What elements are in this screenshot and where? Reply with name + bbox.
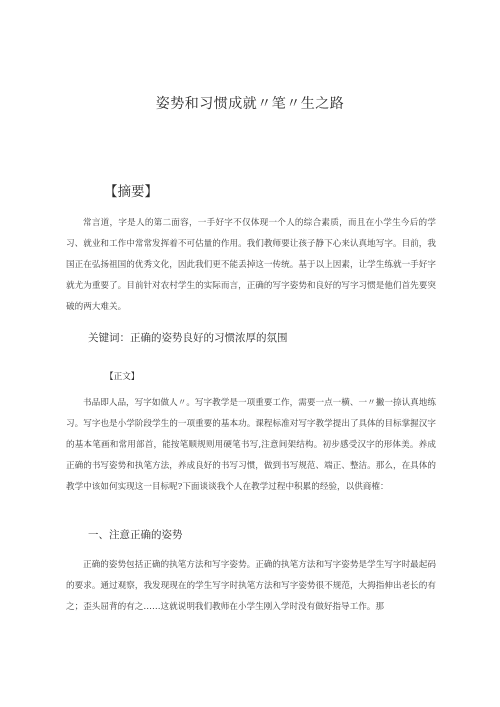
abstract-heading: 【摘要】 xyxy=(104,184,158,200)
document-title: 姿势和习惯成就〃笔〃生之路 xyxy=(155,96,345,112)
body-paragraph: 书品即人品，写字如做人〃。写字教学是一项重要工作，需要一点一横、一〃撇一捺认真地练习。写字也是小学阶段学生的一项重要的基本功。课程标准对写字教学提出了具体的目标掌握汉字的基本笔画和常用部首，能按笔顺规则用硬笔书写,注意间架结构。初步感受汉字的形体美。养成正确的书写姿势和执笔方法，养成良好的书写习惯，做到书写规范、端正、整洁。那么，在具体的教学中该如何实现这一目标呢?下面谈谈我个人在教学过程中积累的经验，以供商榷： xyxy=(66,398,436,492)
section-heading-posture: 一、注意正确的姿势 xyxy=(88,529,183,541)
body-heading: 【正文】 xyxy=(105,372,140,382)
keywords-line: 关键词：正确的姿势良好的习惯浓厚的氛围 xyxy=(88,332,288,344)
section-paragraph-posture: 正确的姿势包括正确的执笔方法和写字姿势。正确的执笔方法和写字姿势是学生写字时最起码的要求。通过观察，我发现现在的学生写字时执笔方法和写字姿势很不规范，大拇指伸出老长的有之；歪头屈背的有之……这就说明我们教师在小学生刚入学时没有做好指导工作。那 xyxy=(66,560,436,612)
abstract-paragraph: 常言道，字是人的第二面容，一手好字不仅体现一个人的综合素质，而且在小学生今后的学习、就业和工作中常常发挥着不可估量的作用。我们教师要让孩子静下心来认真地写字。目前，我国正在弘扬祖国的优秀文化，因此我们更不能丢掉这一传统。基于以上因素，让学生练就一手好字就尤为重要了。目前针对农村学生的实际而言，正确的写字姿势和良好的写字习惯是他们首先要突破的两大难关。 xyxy=(66,218,436,312)
